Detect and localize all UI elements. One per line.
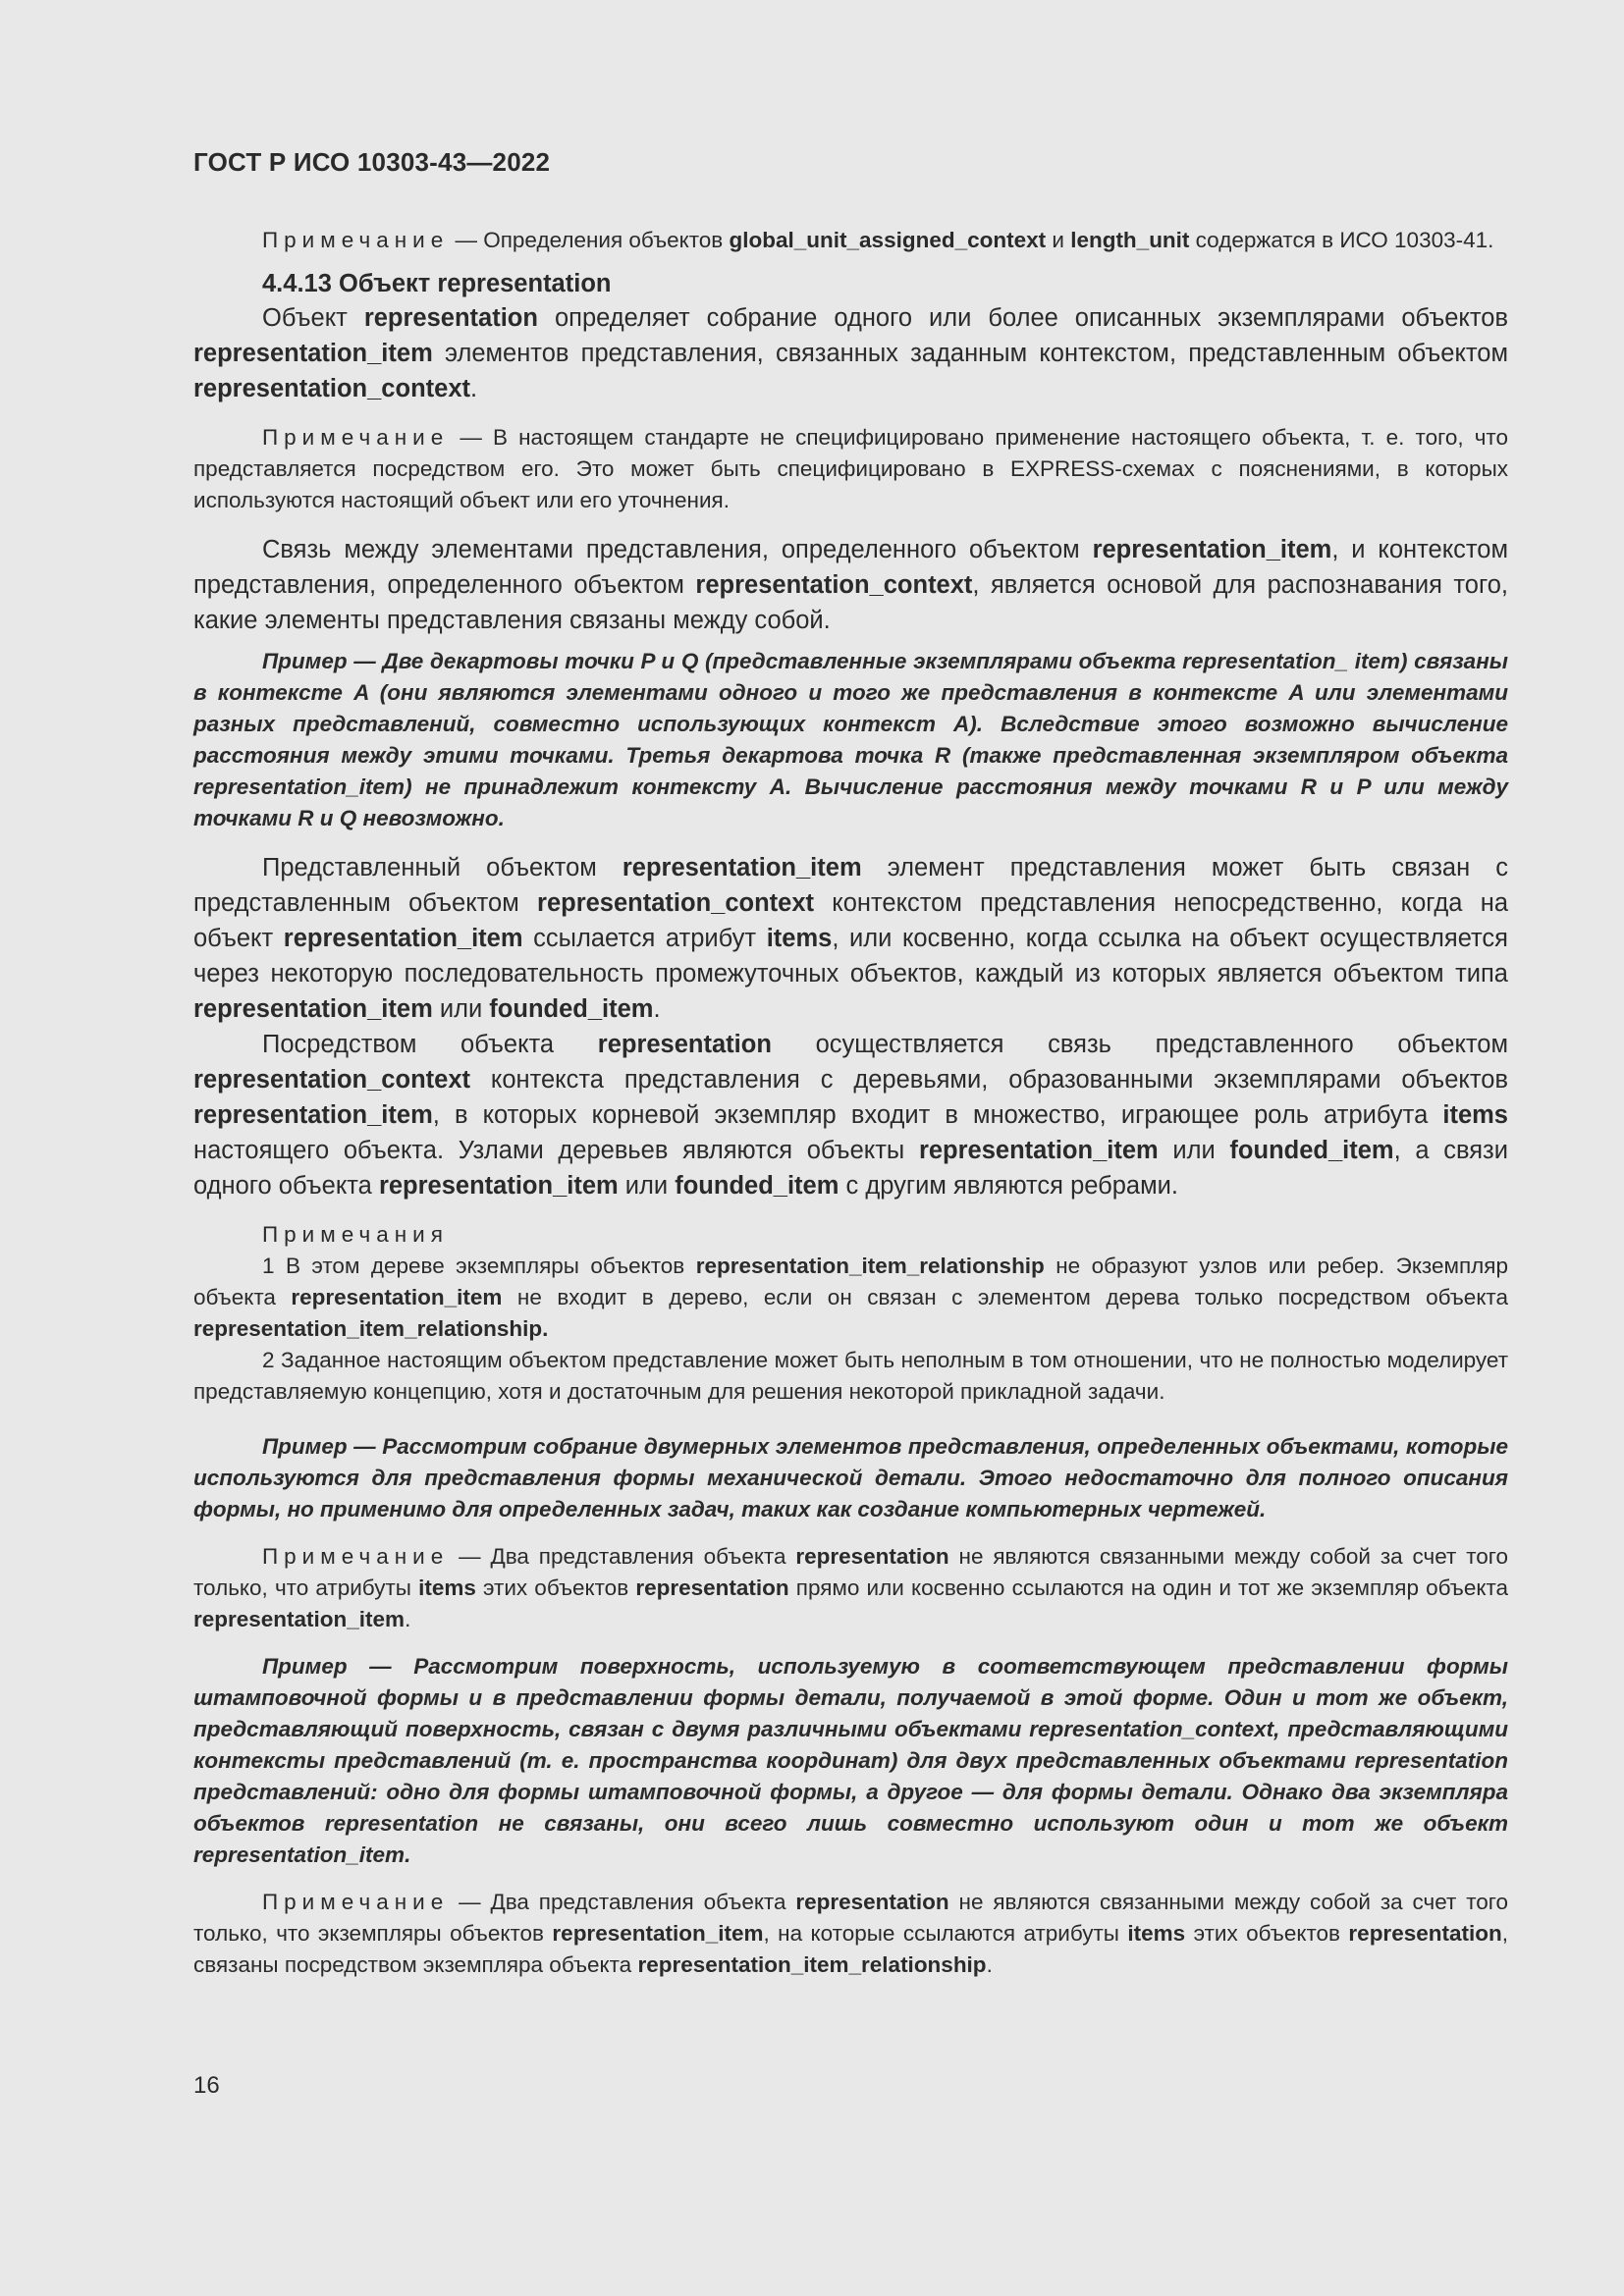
- note-text: — Определения объектов: [449, 228, 730, 252]
- entity-ref: representation_context: [193, 375, 470, 402]
- text: ссылается атрибут: [522, 925, 767, 952]
- page-number: 16: [193, 2072, 220, 2099]
- text: или: [432, 995, 490, 1023]
- note-label: Примечание: [262, 1890, 450, 1914]
- note-label: Примечание: [262, 425, 450, 450]
- note-item-2: 2 Заданное настоящим объектом представление может быть неполным в том отношении, что не полностью моделирует представляемую концепцию, хотя и достаточным для решения некоторой прикладной задачи.: [193, 1348, 1508, 1404]
- text: с другим являются ребрами.: [839, 1172, 1178, 1200]
- text: .: [405, 1607, 411, 1631]
- entity-ref: representation_item_relationship: [695, 1254, 1045, 1278]
- example-cartesian-points: Пример — Две декартовы точки P и Q (представленные экземплярами объекта representation_ item) связаны в контексте A (они являются элементами одного и того же представления в контексте A или элементами разных представлений, совместно использующих контекст A). Вследствие этого возможно вычисление расстояния между этими точками. Третья декартова точка R (также представленная экземпляром объекта representation_item) не принадлежит контексту A. Вычисление расстояния между точками R и P или между точками R и Q невозможно.: [193, 649, 1508, 830]
- text: этих объектов: [1185, 1921, 1349, 1946]
- text: не являются связанными между собой за счет того только, что экземпляры объектов: [193, 1890, 1508, 1946]
- text: этих объектов: [475, 1575, 636, 1600]
- entity-ref: representation_item: [193, 1607, 406, 1631]
- text: , является основой для распознавания того, какие элементы представления связаны между собой.: [193, 571, 1508, 634]
- paragraph-trees: [193, 1027, 1508, 1203]
- example-2d-elements: Пример — Рассмотрим собрание двумерных элементов представления, определенных объектами, которые используются для представления формы механической детали. Этого недостаточно для полного описания формы, но применимо для определенных задач, таких как создание компьютерных чертежей.: [193, 1434, 1508, 1522]
- entity-ref: representation: [635, 1575, 789, 1600]
- text: или: [1158, 1137, 1230, 1164]
- text: — Два представления объекта: [449, 1890, 796, 1914]
- note-label: Примечания: [262, 1222, 449, 1247]
- text: или: [618, 1172, 676, 1200]
- entity-ref: representation_item: [193, 340, 433, 367]
- text: не входит в дерево, если он связан с элементом дерева только посредством объекта: [502, 1285, 1508, 1309]
- text: .: [470, 375, 478, 402]
- entity-ref: representation_context: [537, 889, 815, 917]
- entity-ref: representation_item: [283, 925, 523, 952]
- note-application: [193, 422, 1508, 516]
- text: контекста представления с деревьями, образованными экземплярами объектов: [470, 1066, 1508, 1094]
- entity-ref: representation_item: [1092, 536, 1332, 563]
- entity-ref: representation_item: [291, 1285, 503, 1309]
- text: прямо или косвенно ссылаются на один и тот же экземпляр объекта: [788, 1575, 1509, 1600]
- paragraph-item-context: [193, 850, 1508, 1027]
- section-heading: 4.4.13 Объект representation: [262, 270, 612, 297]
- text: элементов представления, связанных заданным контекстом, представленным объектом: [432, 340, 1508, 367]
- text: контекстом представления непосредственно, когда на объект: [193, 889, 1509, 952]
- text: , а связи одного объекта: [193, 1137, 1508, 1200]
- entity-ref: founded_item: [1229, 1137, 1394, 1164]
- text: .: [653, 995, 661, 1023]
- note-label: Примечание: [262, 1544, 450, 1569]
- entity-ref: items: [1127, 1921, 1186, 1946]
- entity-ref: representation_context: [193, 1066, 470, 1094]
- entity-ref: representation_item_relationship: [637, 1952, 987, 1977]
- note-item-1: [193, 1251, 1508, 1345]
- text: настоящего объекта. Узлами деревьев являются объекты: [193, 1137, 919, 1164]
- entity-ref: representation: [597, 1031, 772, 1058]
- note-text: и: [1046, 228, 1071, 252]
- notes-heading: [193, 1219, 1508, 1251]
- text: , в которых корневой экземпляр входит в множество, играющее роль атрибута: [432, 1101, 1443, 1129]
- entity-ref: items: [766, 925, 833, 952]
- entity-ref: representation_item: [918, 1137, 1159, 1164]
- entity-ref: representation: [1348, 1921, 1502, 1946]
- entity-ref: founded_item: [489, 995, 654, 1023]
- entity-ref: representation_item: [552, 1921, 764, 1946]
- entity-ref: items: [418, 1575, 476, 1600]
- text: Представленный объектом: [262, 854, 623, 881]
- paragraph-definition: [193, 300, 1508, 406]
- text: не являются связанными между собой за счет того только, что атрибуты: [193, 1544, 1508, 1600]
- entity-ref: representation: [795, 1544, 949, 1569]
- paragraph-relationship: [193, 532, 1508, 638]
- entity-ref: representation_item: [378, 1172, 619, 1200]
- text: Объект: [262, 304, 364, 332]
- entity-ref: representation: [363, 304, 538, 332]
- note-text: — В настоящем стандарте не специфицировано применение настоящего объекта, т. е. того, что представляется посредством его. Это может быть специфицировано в EXPRESS-схемах с пояснениями, в которых используются настоящий объект или его уточнения.: [193, 425, 1508, 512]
- note-text: содержатся в ИСО 10303-41.: [1189, 228, 1494, 252]
- text: , и контекстом представления, определенного объектом: [193, 536, 1508, 599]
- entity-ref: items: [1442, 1101, 1508, 1129]
- note-items-reference: [193, 1541, 1508, 1635]
- text: не образуют узлов или ребер. Экземпляр объекта: [193, 1254, 1508, 1309]
- text: Посредством объекта: [262, 1031, 598, 1058]
- example-surface: Пример — Рассмотрим поверхность, используемую в соответствующем представлении формы штамповочной формы и в представлении формы детали, получаемой в этой форме. Один и тот же объект, представляющий поверхность, связан с двумя различными объектами representation_context, представляющими контексты представлений (т. е. пространства координат) для двух представленных объектами representation представлений: одно для формы штамповочной формы, а другое — для формы детали. Однако два экземпляра объектов representation не связаны, они всего лишь совместно используют один и тот же объект representation_item.: [193, 1654, 1508, 1867]
- entity-ref: representation_item: [193, 995, 433, 1023]
- text: 1 В этом дереве экземпляры объектов: [262, 1254, 696, 1278]
- text: осуществляется связь представленного объектом: [771, 1031, 1509, 1058]
- entity-ref: global_unit_assigned_context: [729, 228, 1047, 252]
- entity-ref: founded_item: [675, 1172, 839, 1200]
- entity-ref: representation: [795, 1890, 949, 1914]
- document-header: ГОСТ Р ИСО 10303-43—2022: [193, 147, 551, 177]
- note-label: Примечание: [262, 228, 450, 252]
- text: , на которые ссылаются атрибуты: [763, 1921, 1128, 1946]
- note-item-relationship: [193, 1887, 1508, 1981]
- text: элемент представления может быть связан с представленным объектом: [193, 854, 1509, 917]
- text: Связь между элементами представления, определенного объектом: [262, 536, 1093, 563]
- text: определяет собрание одного или более описанных экземплярами объектов: [537, 304, 1508, 332]
- entity-ref: representation_item_relationship.: [193, 1316, 549, 1341]
- text: — Два представления объекта: [449, 1544, 796, 1569]
- text: .: [986, 1952, 993, 1977]
- note-global-unit: [193, 225, 1508, 256]
- text: , связаны посредством экземпляра объекта: [193, 1921, 1508, 1977]
- text: , или косвенно, когда ссылка на объект осуществляется через некоторую последовательность промежуточных объектов, каждый из которых является объектом типа: [193, 925, 1508, 988]
- entity-ref: length_unit: [1070, 228, 1190, 252]
- entity-ref: representation_context: [695, 571, 973, 599]
- entity-ref: representation_item: [622, 854, 862, 881]
- entity-ref: representation_item: [193, 1101, 433, 1129]
